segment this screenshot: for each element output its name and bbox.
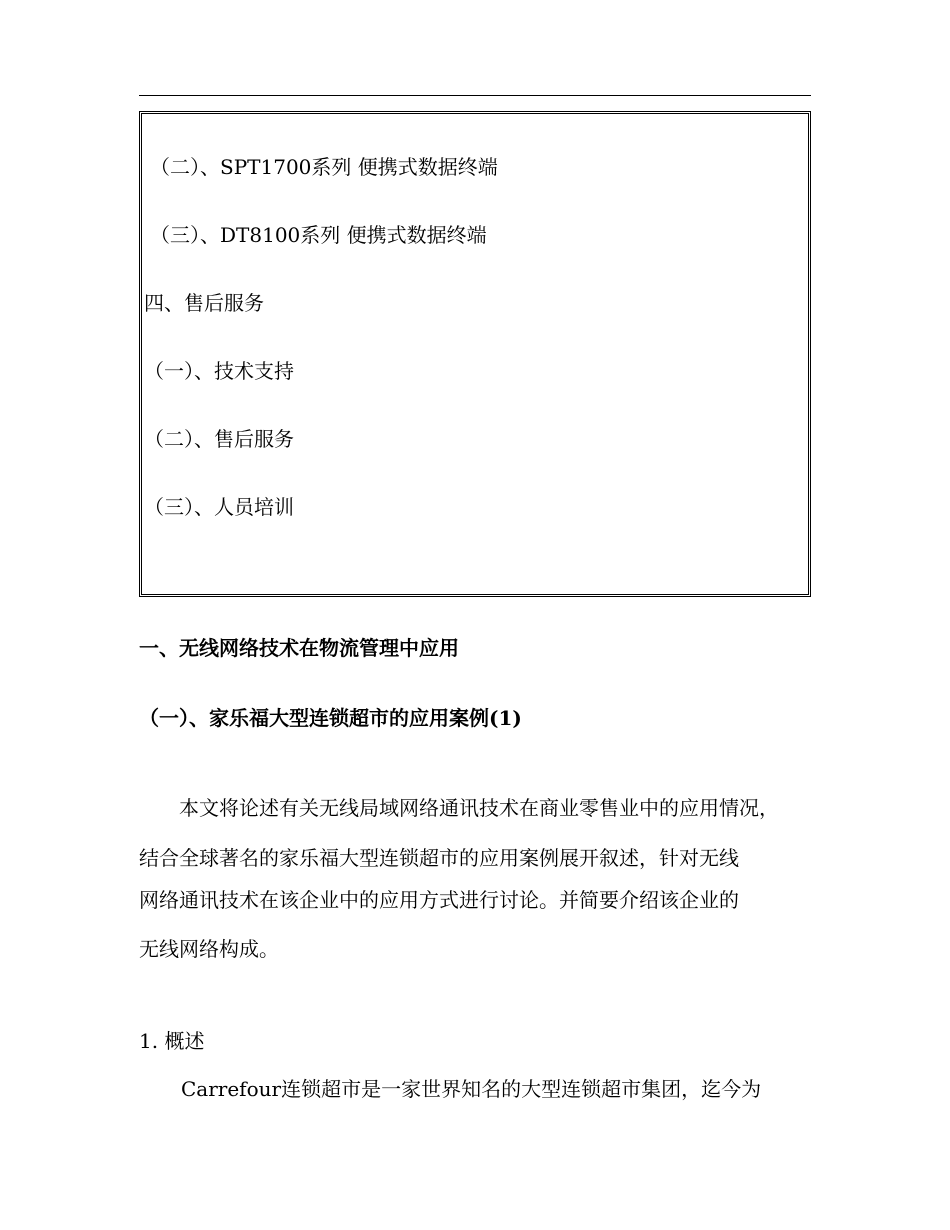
paragraph-line: 结合全球著名的家乐福大型连锁超市的应用案例展开叙述，针对无线 [139,846,739,870]
subsection-heading: （一）、家乐福大型连锁超市的应用案例(1) [139,706,522,730]
toc-item: （二）、售后服务 [144,427,294,451]
section-heading: 一、无线网络技术在物流管理中应用 [139,636,459,660]
toc-item: 四、售后服务 [144,291,264,315]
toc-box [139,111,811,597]
toc-item: （三）、人员培训 [144,495,294,519]
paragraph-line: Carrefour连锁超市是一家世界知名的大型连锁超市集团，迄今为 [181,1077,762,1101]
toc-item: （二）、SPT1700系列 便携式数据终端 [150,155,498,179]
toc-item: （一）、技术支持 [144,359,294,383]
header-rule [139,95,811,96]
paragraph-line: 本文将论述有关无线局域网络通讯技术在商业零售业中的应用情况， [179,796,779,820]
overview-heading: 1. 概述 [139,1029,205,1053]
paragraph-line: 网络通讯技术在该企业中的应用方式进行讨论。并简要介绍该企业的 [139,888,739,912]
toc-item: （三）、DT8100系列 便携式数据终端 [150,223,487,247]
paragraph-line: 无线网络构成。 [139,937,279,961]
